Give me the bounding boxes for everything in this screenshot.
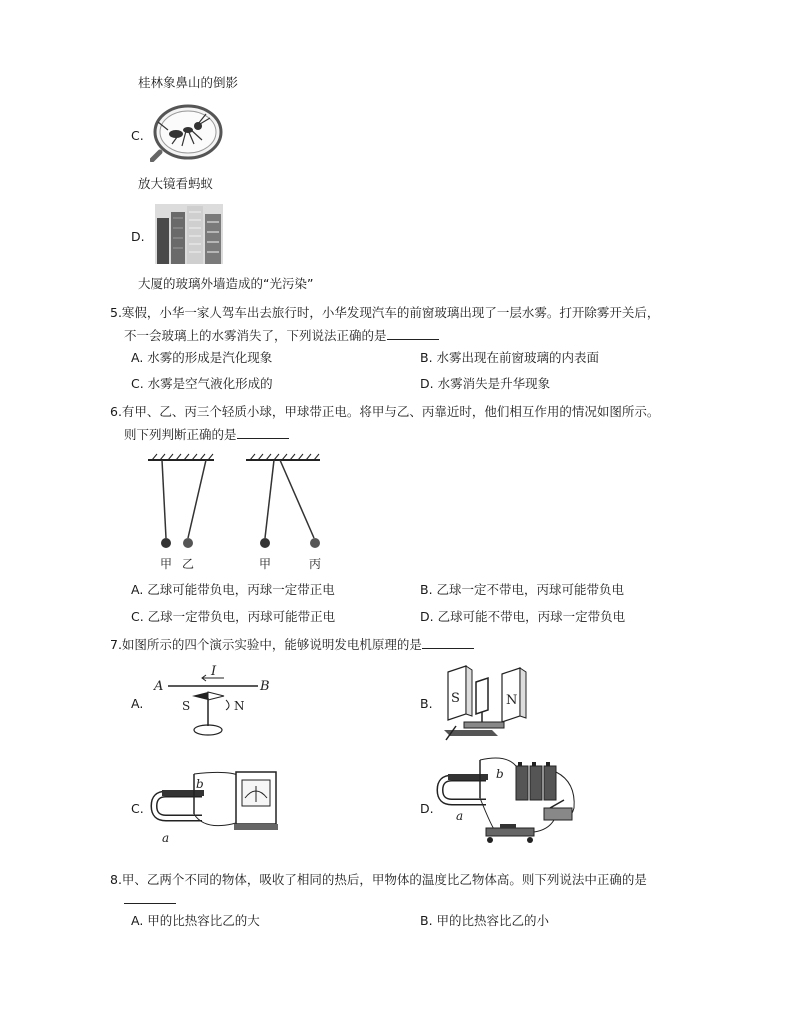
q7-stem-line1: 7.如图所示的四个演示实验中，能够说明发电机原理的是 xyxy=(110,637,422,652)
ball-label-jia-1: 甲 xyxy=(159,557,173,571)
q7-option-d-label[interactable]: D. xyxy=(420,801,434,816)
answer-blank[interactable] xyxy=(237,426,289,439)
oersted-experiment-figure xyxy=(150,664,280,742)
label-a-wire: A xyxy=(154,679,164,694)
magnet-s-label: S xyxy=(451,691,460,706)
q8-option-b[interactable]: B. 甲的比热容比乙的小 xyxy=(420,913,550,928)
q6-stem-line2: 则下列判断正确的是 xyxy=(124,427,237,442)
answer-blank[interactable] xyxy=(387,327,439,340)
answer-blank[interactable] xyxy=(124,903,176,904)
label-s-needle: S xyxy=(182,699,191,713)
q5-option-a[interactable]: A. 水雾的形成是汽化现象 xyxy=(131,350,273,365)
q5-option-b[interactable]: B. 水雾出现在前窗玻璃的内表面 xyxy=(420,350,600,365)
label-n-needle: N xyxy=(234,699,245,713)
ball-label-jia-2: 甲 xyxy=(258,557,272,571)
caption-option-d: 大厦的玻璃外墙造成的“光污染” xyxy=(138,276,314,291)
option-c-label: C. xyxy=(131,128,144,143)
magnet-n-label: N xyxy=(506,693,518,708)
q5-option-d[interactable]: D. 水雾消失是升华现象 xyxy=(420,376,551,391)
wire-label-a: a xyxy=(162,831,170,845)
caption-option-c: 放大镜看蚂蚁 xyxy=(138,176,214,191)
motor-experiment-figure xyxy=(436,664,546,742)
answer-blank[interactable] xyxy=(422,636,474,649)
q6-option-c[interactable]: C. 乙球一定带负电，丙球可能带正电 xyxy=(131,609,336,624)
q7-option-c-label[interactable]: C. xyxy=(131,801,144,816)
induction-circuit-figure xyxy=(436,752,582,846)
caption-option-b: 桂林象鼻山的倒影 xyxy=(138,75,239,90)
q6-option-d[interactable]: D. 乙球可能不带电，丙球一定带负电 xyxy=(420,609,626,624)
q8-option-a[interactable]: A. 甲的比热容比乙的大 xyxy=(131,913,260,928)
pendulum-balls-figure xyxy=(144,452,324,574)
option-d-label: D. xyxy=(131,229,145,244)
q5-stem-line2: 不一会玻璃上的水雾消失了，下列说法正确的是 xyxy=(124,328,387,343)
label-current: I xyxy=(211,664,217,679)
ball-label-yi: 乙 xyxy=(181,557,195,571)
q7-option-b-label[interactable]: B. xyxy=(420,696,433,711)
wire-label-b: b xyxy=(496,767,504,781)
ball-label-bing: 丙 xyxy=(308,557,322,571)
wire-label-b: b xyxy=(196,777,204,791)
q5-option-c[interactable]: C. 水雾是空气液化形成的 xyxy=(131,376,273,391)
q8-stem-line1: 8.甲、乙两个不同的物体，吸收了相同的热后，甲物体的温度比乙物体高。则下列说法中正确的是 xyxy=(110,872,647,887)
q6-stem-line1: 6.有甲、乙、丙三个轻质小球，甲球带正电。将甲与乙、丙靠近时，他们相互作用的情况如图所示。 xyxy=(110,404,660,419)
label-b-wire: B xyxy=(260,679,270,694)
q7-option-a-label[interactable]: A. xyxy=(131,696,144,711)
q6-option-b[interactable]: B. 乙球一定不带电，丙球可能带负电 xyxy=(420,582,625,597)
glass-building-image xyxy=(155,204,223,264)
q6-option-a[interactable]: A. 乙球可能带负电，丙球一定带正电 xyxy=(131,582,335,597)
induction-galvanometer-figure xyxy=(148,768,284,848)
q5-stem-line1: 5.寒假，小华一家人驾车出去旅行时，小华发现汽车的前窗玻璃出现了一层水雾。打开除雾开关后， xyxy=(110,305,660,320)
wire-label-a: a xyxy=(456,809,464,823)
magnifier-ant-image xyxy=(150,100,226,162)
